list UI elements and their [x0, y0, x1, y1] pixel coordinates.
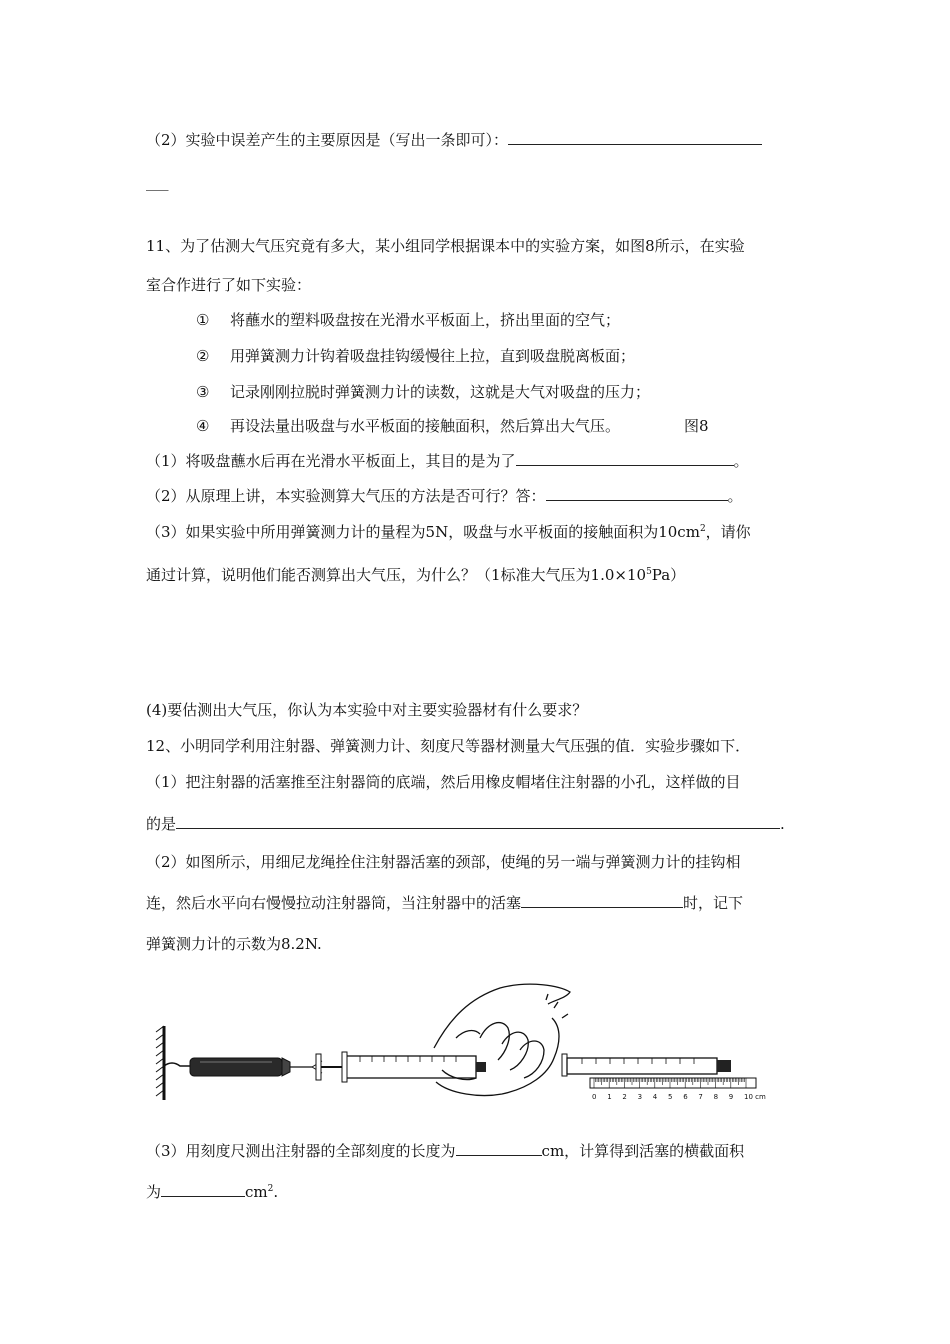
step-text: 记录刚刚拉脱时弹簧测力计的读数，这就是大气对吸盘的压力； [230, 383, 651, 401]
q11-step [196, 382, 650, 402]
step-text: 将蘸水的塑料吸盘按在光滑水平板面上，挤出里面的空气； [230, 311, 621, 329]
ruler-tick-label: 2 [622, 1093, 627, 1101]
q10-part2-tail: ___ [146, 173, 169, 191]
step-number: ① [196, 311, 210, 329]
q11-intro-line2: 室合作进行了如下实验： [146, 276, 312, 294]
step-number: ③ [196, 383, 210, 401]
ruler-tick-label: 10 cm [744, 1093, 766, 1101]
q11-part3-text: （3）如果实验中所用弹簧测力计的量程为5N，吸盘与水平板面的接触面积为10cm [146, 523, 700, 541]
wall-mount [156, 1026, 164, 1100]
step-text: 用弹簧测力计钩着吸盘挂钩缓慢往上拉，直到吸盘脱离板面； [230, 347, 636, 365]
ruler-tick-label: 7 [698, 1093, 703, 1101]
ruler-tick-label: 8 [713, 1093, 719, 1101]
q12-part3-line1 [146, 1141, 744, 1161]
period: . [273, 1183, 279, 1201]
q12-part2-text: 连，然后水平向右慢慢拉动注射器筒，当注射器中的活塞 [146, 894, 522, 912]
q12-part3-lead: 为 [146, 1183, 162, 1201]
superscript: 2 [699, 524, 706, 534]
ruler-tick-label: 5 [668, 1093, 673, 1101]
unit: cm [245, 1183, 268, 1201]
superscript: 5 [646, 567, 652, 577]
period: 。 [727, 487, 743, 505]
q12-intro: 12、小明同学利用注射器、弹簧测力计、刻度尺等器材测量大气压强的值．实验步骤如下． [146, 737, 751, 755]
ruler [590, 1078, 766, 1101]
q11-part3-line2 [146, 565, 685, 585]
q12-part2-line1: （2）如图所示，用细尼龙绳拴住注射器活塞的颈部，使绳的另一端与弹簧测力计的挂钩相 [146, 853, 741, 871]
q12-part1-line1: （1）把注射器的活塞推至注射器筒的底端，然后用橡皮帽堵住注射器的小孔，这样做的目 [146, 773, 741, 791]
q11-part3-line1 [146, 522, 751, 542]
answer-blank[interactable] [161, 1182, 245, 1197]
figure-label: 图8 [684, 417, 709, 435]
q11-part2-text: （2）从原理上讲，本实验测算大气压的方法是否可行？答： [146, 487, 546, 505]
q12-part1-lead: 的是 [146, 815, 177, 833]
q12-part2-text-end: 时，记下 [683, 894, 744, 912]
ruler-tick-label: 6 [683, 1093, 688, 1101]
ruler-tick-label: 9 [728, 1093, 734, 1101]
q11-step [196, 310, 620, 330]
q12-part3-line2 [146, 1182, 278, 1202]
q12-part2-line3: 弹簧测力计的示数为8.2N. [146, 935, 322, 953]
answer-blank[interactable] [508, 130, 762, 145]
q11-step [196, 346, 635, 366]
q11-part2 [146, 486, 743, 506]
q11-part4: (4)要估测出大气压，你认为本实验中对主要实验器材有什么要求？ [146, 701, 588, 719]
ruler-tick-label: 3 [637, 1093, 643, 1101]
syringe-right [562, 1054, 731, 1076]
ruler-tick-label: 4 [652, 1093, 658, 1101]
q10-part2-text: （2）实验中误差产生的主要原因是（写出一条即可）： [146, 131, 509, 149]
hand-drawing [434, 984, 570, 1095]
q12-part1-line2 [146, 814, 785, 834]
period: 。 [733, 452, 749, 470]
spring-scale [164, 1058, 312, 1076]
ruler-tick-label: 1 [607, 1093, 612, 1101]
syringe-apparatus-figure [150, 978, 790, 1113]
q11-part3-line2-text: 通过计算，说明他们能否测算出大气压，为什么？（1标准大气压为1.0×10 [146, 566, 647, 584]
ruler-tick-label: 0 [592, 1093, 597, 1101]
answer-blank[interactable] [546, 486, 728, 501]
q12-part3-text-end: cm，计算得到活塞的横截面积 [541, 1142, 745, 1160]
q11-step [196, 416, 709, 436]
step-number: ② [196, 347, 210, 365]
q10-part2 [146, 130, 762, 150]
period: . [780, 815, 785, 833]
answer-blank[interactable] [521, 893, 683, 908]
q11-intro-line1: 11、为了估测大气压究竟有多大，某小组同学根据课本中的实验方案，如图8所示，在实验 [146, 237, 745, 255]
q11-part3-line2-end: Pa） [651, 566, 686, 584]
q12-part3-text: （3）用刻度尺测出注射器的全部刻度的长度为 [146, 1142, 456, 1160]
answer-blank[interactable] [516, 451, 734, 466]
syringe-left [312, 1052, 486, 1082]
step-number: ④ [196, 417, 210, 435]
answer-blank[interactable] [456, 1141, 542, 1156]
q11-part1 [146, 451, 749, 471]
answer-blank[interactable] [176, 814, 780, 829]
q12-part2-line2 [146, 893, 743, 913]
step-text: 再设法量出吸盘与水平板面的接触面积，然后算出大气压。 [230, 417, 621, 435]
q11-part3-text-end: ，请你 [705, 523, 751, 541]
superscript: 2 [267, 1184, 274, 1194]
q11-part1-text: （1）将吸盘蘸水后再在光滑水平板面上，其目的是为了 [146, 452, 516, 470]
